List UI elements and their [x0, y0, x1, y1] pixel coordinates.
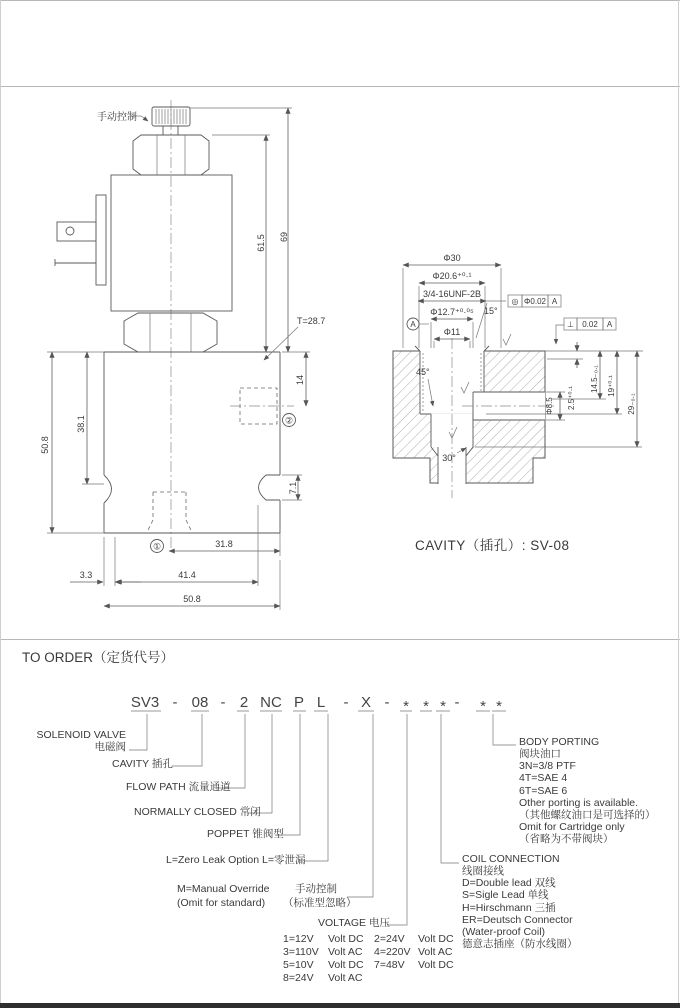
- right-slot: [259, 475, 281, 500]
- label-solenoid-valve-cn: 电磁阀: [94, 741, 126, 753]
- port-1-balloon: ①: [152, 541, 162, 552]
- port-2-balloon: ②: [284, 415, 294, 426]
- code-seg-cavity: 08: [191, 694, 209, 711]
- concentricity-value: Φ0.02: [524, 297, 546, 306]
- code-seg-leak: L: [316, 694, 326, 711]
- label-manual-override-cn1: 手动控制: [295, 883, 337, 895]
- angle-15: 15°: [484, 306, 498, 316]
- voltage-cell: 7=48V: [374, 959, 405, 971]
- label-manual-override-en1: M=Manual Override: [177, 883, 270, 895]
- thread-spec: 3/4-16UNF-2B: [422, 289, 482, 299]
- manual-override-knob: [152, 107, 190, 135]
- body-porting-line: 阀块油口: [519, 748, 561, 761]
- voltage-cell: Volt AC: [328, 972, 363, 984]
- voltage-table: [283, 933, 470, 985]
- perpendicularity-frame: [556, 318, 616, 344]
- code-sep: -: [172, 694, 178, 711]
- port-2: [230, 388, 296, 427]
- voltage-cell: Volt DC: [328, 933, 364, 945]
- coil-connection-block: [462, 853, 578, 950]
- perpendicularity-datum: A: [606, 320, 613, 329]
- port-1: [147, 492, 192, 553]
- cavity-drawing: [393, 253, 643, 498]
- voltage-cell: [374, 972, 418, 985]
- coil-connection-line: (Water-proof Coil): [462, 925, 546, 938]
- voltage-cell: Volt AC: [328, 946, 363, 958]
- label-flow-path: FLOW PATH 流量通道: [126, 781, 231, 793]
- dim-T: T=28.7: [297, 316, 326, 326]
- code-seg-voltage: *: [403, 698, 409, 715]
- hex-nut: [124, 313, 217, 352]
- dim-29: 29₋₀.₁: [627, 393, 636, 415]
- coil-body: [111, 175, 232, 311]
- dim-31-8: 31.8: [215, 539, 233, 549]
- valve-drawing: [40, 100, 325, 610]
- concentricity-symbol: ◎: [511, 297, 519, 306]
- concentricity-frame: [508, 295, 561, 307]
- coil-connection-line: 线圈接线: [462, 865, 504, 878]
- coil-connection-line: 德意志插座（防水线圈）: [462, 938, 578, 951]
- code-seg-model: SV3: [130, 694, 160, 711]
- code-seg-porting-1: *: [480, 698, 486, 715]
- body-porting-block: [519, 736, 656, 845]
- voltage-cell: [418, 972, 470, 985]
- code-seg-coil-2: *: [440, 698, 446, 715]
- dim-38-1: 38.1: [76, 415, 86, 433]
- label-manual-override-en: [177, 882, 270, 910]
- body-porting-line: BODY PORTING: [519, 736, 600, 748]
- valve-body: [104, 352, 280, 533]
- body-porting-line: 4T=SAE 4: [519, 772, 568, 785]
- coil-connection-line: S=Sigle Lead 单线: [462, 889, 549, 902]
- datum-A-label: A: [410, 320, 416, 329]
- voltage-cell: Volt DC: [418, 933, 454, 945]
- dim-50-8-bottom: 50.8: [183, 594, 201, 604]
- dim-d20-6: Φ20.6⁺⁰·¹: [432, 271, 472, 281]
- label-cavity: CAVITY 插孔: [112, 758, 173, 770]
- dim-41-4: 41.4: [178, 570, 196, 580]
- code-seg-flowpath: 2: [239, 694, 249, 711]
- voltage-cell: Volt DC: [418, 959, 454, 971]
- body-porting-line: 6T=SAE 6: [519, 784, 568, 797]
- code-seg-poppet: P: [293, 694, 305, 711]
- voltage-cell: 2=24V: [374, 933, 405, 945]
- concentricity-datum: A: [551, 297, 558, 306]
- dim-3-3: 3.3: [79, 570, 93, 580]
- code-seg-coil-1: *: [423, 698, 429, 715]
- code-sep: -: [454, 694, 460, 711]
- dim-d8-5: Φ8.5: [545, 397, 554, 415]
- voltage-cell: 3=110V: [283, 946, 319, 958]
- dim-19: 19⁺⁰·¹: [607, 375, 616, 397]
- perpendicularity-symbol: ⊥: [567, 320, 574, 329]
- dim-14: 14: [295, 374, 305, 386]
- code-sep: -: [343, 694, 349, 711]
- code-seg-override: X: [360, 694, 372, 711]
- dim-14-5: 14.5₋₀.₁: [590, 364, 599, 394]
- coil-connector: [55, 195, 106, 285]
- voltage-cell: 4=220V: [374, 946, 411, 958]
- coil-connection-line: ER=Deutsch Connector: [462, 913, 573, 926]
- voltage-cell: 8=24V: [283, 972, 314, 984]
- manual-override-label: 手动控制: [97, 112, 137, 123]
- dim-d12-7: Φ12.7⁺⁰·⁰⁵: [430, 307, 474, 317]
- valve-dimensions: [40, 108, 325, 610]
- code-seg-nc: NC: [260, 694, 282, 711]
- voltage-cell: Volt DC: [328, 959, 364, 971]
- body-porting-line: Omit for Cartridge only: [519, 821, 625, 834]
- code-sep: -: [220, 694, 226, 711]
- body-porting-line: （省略为不带阀块）: [519, 833, 614, 846]
- voltage-cell: 1=12V: [283, 933, 314, 945]
- perpendicularity-value: 0.02: [582, 320, 598, 329]
- left-notch: [104, 475, 112, 503]
- coil-connection-line: D=Double lead 双线: [462, 877, 556, 890]
- label-manual-override-en2: (Omit for standard): [177, 897, 266, 909]
- to-order-heading: TO ORDER（定货代号）: [22, 650, 175, 665]
- angle-30: 30°: [442, 453, 456, 463]
- label-poppet: POPPET 锥阀型: [207, 828, 284, 840]
- dim-2-5: 2.5⁺⁰·¹: [567, 386, 576, 410]
- cavity-dimensions-top: [403, 253, 506, 348]
- voltage-cell: 5=10V: [283, 959, 314, 971]
- label-normally-closed: NORMALLY CLOSED 常闭: [134, 806, 261, 818]
- label-manual-override-cn: [283, 882, 357, 910]
- label-zero-leak: L=Zero Leak Option L=零泄漏: [166, 854, 306, 866]
- body-porting-line: Other porting is available.: [519, 796, 639, 809]
- dim-d30: Φ30: [443, 253, 461, 263]
- code-sep: -: [384, 694, 390, 711]
- voltage-cell: Volt AC: [418, 946, 453, 958]
- dim-7-1: 7.1: [288, 481, 298, 495]
- dim-d11: Φ11: [443, 327, 461, 337]
- voltage-heading: VOLTAGE 电压: [318, 917, 390, 929]
- coil-connection-line: H=Hirschmann 三插: [462, 901, 556, 914]
- dim-69: 69: [279, 231, 289, 243]
- label-solenoid-valve-en: SOLENOID VALVE: [36, 729, 126, 741]
- body-porting-line: （其他螺纹油口是可选择的）: [519, 808, 656, 821]
- dim-50-8-left: 50.8: [40, 436, 50, 454]
- coil-connection-line: COIL CONNECTION: [462, 853, 560, 865]
- angle-45: 45°: [416, 367, 430, 377]
- label-solenoid-valve: [30, 729, 126, 753]
- cavity-caption: CAVITY（插孔）: SV-08: [415, 538, 570, 553]
- body-porting-line: 3N=3/8 PTF: [519, 760, 576, 773]
- code-seg-porting-2: *: [496, 698, 502, 715]
- label-manual-override-cn2: （标准型忽略）: [283, 897, 357, 909]
- dim-61-5: 61.5: [256, 234, 266, 252]
